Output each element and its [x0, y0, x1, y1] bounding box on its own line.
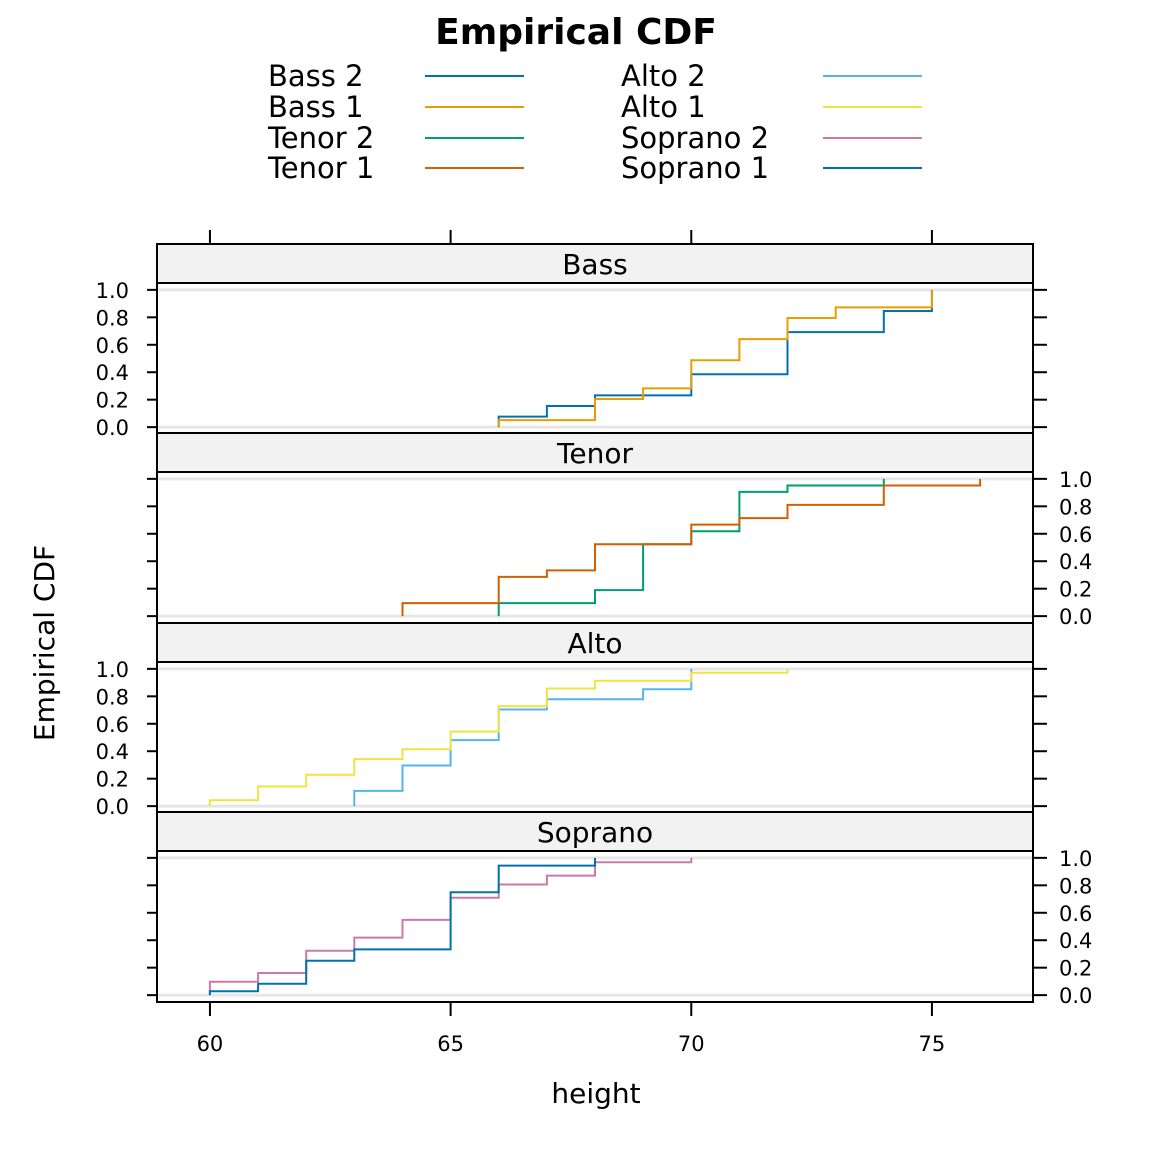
y-tick-label: 1.0 — [1059, 846, 1093, 871]
y-tick-label: 0.6 — [1059, 522, 1093, 547]
panel-alto — [96, 623, 1047, 819]
legend-label-soprano-1: Soprano 1 — [621, 151, 770, 185]
panel-bass — [96, 244, 1047, 440]
y-tick-label: 0.4 — [95, 361, 129, 386]
y-tick-label: 0.4 — [1059, 929, 1093, 954]
y-axis-label: Empirical CDF — [28, 544, 61, 742]
panels — [96, 244, 1093, 1008]
y-tick-label: 0.8 — [1059, 874, 1093, 899]
strip-label-alto: Alto — [567, 627, 623, 660]
strip-label-tenor: Tenor — [557, 437, 633, 470]
series-line-tenor-2 — [499, 479, 884, 616]
y-tick-label: 1.0 — [95, 657, 129, 682]
x-axis-label: height — [551, 1077, 641, 1110]
y-tick-label: 0.8 — [95, 306, 129, 331]
strip-label-soprano: Soprano — [536, 816, 654, 849]
y-tick-label: 0.2 — [1059, 956, 1093, 981]
strip-label-bass: Bass — [562, 248, 628, 281]
legend-label-tenor-1: Tenor 1 — [268, 151, 375, 185]
y-tick-label: 0.2 — [95, 388, 129, 413]
x-tick-label: 60 — [196, 1032, 224, 1056]
y-tick-label: 0.8 — [1059, 495, 1093, 520]
panel-tenor — [147, 433, 1092, 629]
y-tick-label: 0.8 — [95, 685, 129, 710]
legend-label-alto-2: Alto 2 — [621, 59, 706, 93]
legend-label-alto-1: Alto 1 — [621, 90, 706, 124]
x-tick-label: 70 — [677, 1032, 705, 1056]
legend-label-bass-1: Bass 1 — [268, 90, 364, 124]
chart-title: Empirical CDF — [435, 12, 717, 53]
y-tick-label: 0.4 — [95, 740, 129, 765]
y-tick-label: 0.6 — [95, 712, 129, 737]
y-tick-label: 1.0 — [95, 278, 129, 303]
y-tick-label: 0.6 — [95, 333, 129, 358]
y-tick-label: 0.2 — [1059, 577, 1093, 602]
legend-label-bass-2: Bass 2 — [268, 59, 364, 93]
series-line-alto-2 — [354, 669, 691, 806]
y-tick-label: 0.2 — [95, 767, 129, 792]
y-tick-label: 0.0 — [95, 416, 129, 441]
y-tick-label: 0.0 — [1059, 605, 1093, 630]
legend-label-tenor-2: Tenor 2 — [268, 121, 375, 155]
x-tick-label: 65 — [437, 1032, 464, 1056]
series-line-bass-2 — [499, 290, 932, 427]
y-tick-label: 0.0 — [1059, 984, 1093, 1009]
y-tick-label: 0.4 — [1059, 550, 1093, 575]
panel-soprano — [147, 812, 1092, 1008]
y-tick-label: 0.6 — [1059, 901, 1093, 926]
y-tick-label: 1.0 — [1059, 467, 1093, 492]
x-tick-label: 75 — [918, 1032, 946, 1056]
legend — [267, 59, 922, 185]
series-line-tenor-1 — [403, 479, 981, 616]
legend-label-soprano-2: Soprano 2 — [621, 121, 770, 155]
y-tick-label: 0.0 — [95, 795, 129, 820]
